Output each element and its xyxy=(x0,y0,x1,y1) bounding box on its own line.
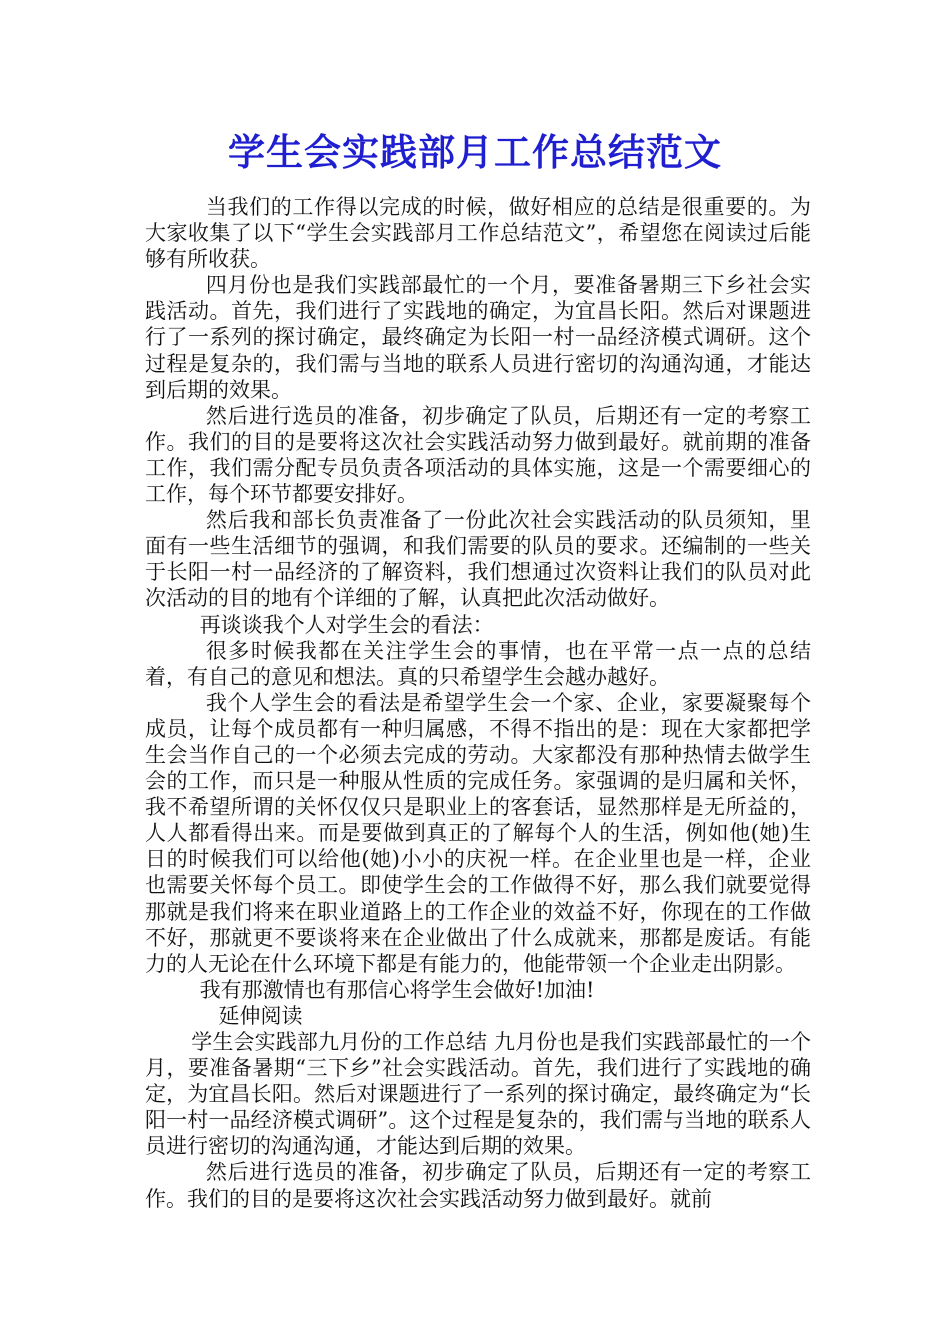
document-body xyxy=(145,194,811,1212)
paragraph-family-enterprise: 我个人学生会的看法是希望学生会一个家、企业，家要凝聚每个成员，让每个成员都有一种归属感，不得不指出的是：现在大家都把学生会当作自己的一个必须去完成的劳动。大家都没有那种热情去做学生会的工作，而只是一种服从性质的完成任务。家强调的是归属和关怀，我不希望所谓的关怀仅仅只是职业上的客套话，显然那样是无所益的，人人都看得出来。而是要做到真正的了解每个人的生活，例如他(她)生日的时候我们可以给他(她)小小的庆祝一样。在企业里也是一样，企业也需要关怀每个员工。即使学生会的工作做得不好，那么我们就要觉得那就是我们将来在职业道路上的工作企业的效益不好，你现在的工作做不好，那就更不要谈将来在企业做出了什么成就来，那都是废话。有能力的人无论在什么环境下都是有能力的，他能带领一个企业走出阴影。 xyxy=(145,690,811,976)
document-title: 学生会实践部月工作总结范文 xyxy=(228,130,722,174)
paragraph-intro: 当我们的工作得以完成的时候，做好相应的总结是很重要的。为大家收集了以下“学生会实践部月工作总结范文”，希望您在阅读过后能够有所收获。 xyxy=(145,195,811,272)
paragraph-team-notice: 然后我和部长负责准备了一份此次社会实践活动的队员须知，里面有一些生活细节的强调，和我们需要的队员的要求。还编制的一些关于长阳一村一品经济的了解资料，我们想通过次资料让我们的队员对此次活动的目的地有个详细的了解，认真把此次活动做好。 xyxy=(145,508,811,611)
paragraph-selection: 然后进行选员的准备，初步确定了队员，后期还有一定的考察工作。我们的目的是要将这次社会实践活动努力做到最好。就前期的准备工作，我们需分配专员负责各项活动的具体实施，这是一个需要细心的工作，每个环节都要安排好。 xyxy=(145,403,811,507)
paragraph-personal-view-heading: 再谈谈我个人对学生会的看法： xyxy=(199,612,494,637)
paragraph-september: 学生会实践部九月份的工作总结 九月份也是我们实践部最忙的一个月，要准备暑期“三下乡”社会实践活动。首先，我们进行了实践地的确定，为宜昌长阳。然后对课题进行了一系列的探讨确定，最终确定为“长阳一村一品经济模式调研”。这个过程是复杂的，我们需与当地的联系人员进行密切的沟通沟通，才能达到后期的效果。 xyxy=(145,1030,811,1159)
extended-reading-label: 延伸阅读 xyxy=(218,1003,303,1028)
paragraph-attention: 很多时候我都在关注学生会的事情，也在平常一点一点的总结着，有自己的意见和想法。真的只希望学生会越办越好。 xyxy=(145,638,811,689)
paragraph-selection-repeat: 然后进行选员的准备，初步确定了队员，后期还有一定的考察工作。我们的目的是要将这次社会实践活动努力做到最好。就前 xyxy=(145,1160,811,1211)
paragraph-april: 四月份也是我们实践部最忙的一个月，要准备暑期三下乡社会实践活动。首先，我们进行了实践地的确定，为宜昌长阳。然后对课题进行了一系列的探讨确定，最终确定为长阳一村一品经济模式调研。这个过程是复杂的，我们需与当地的联系人员进行密切的沟通沟通，才能达到后期的效果。 xyxy=(145,273,811,402)
paragraph-encouragement: 我有那激情也有那信心将学生会做好!加油! xyxy=(199,977,595,1002)
